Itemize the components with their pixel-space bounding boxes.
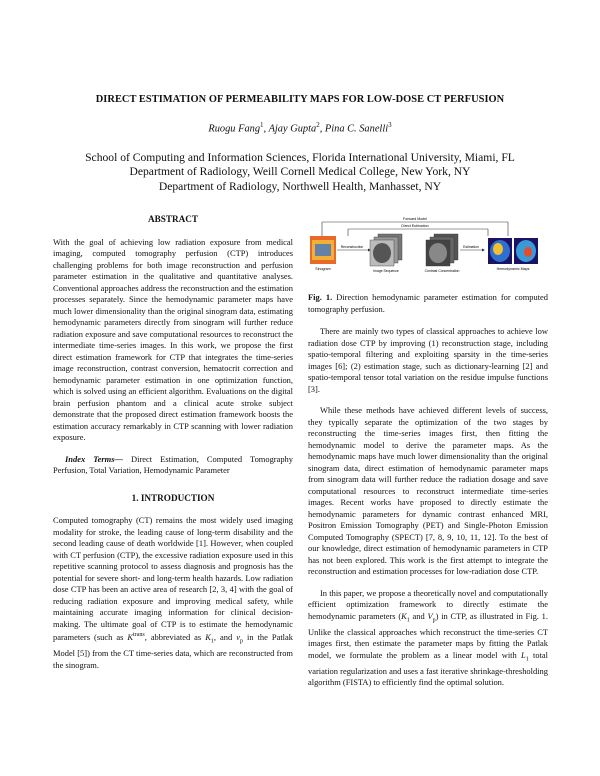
author-affiliation-mark: 2	[316, 121, 320, 129]
right-paragraph-2: While these methods have achieved different levels of success, they typically separate the optimization of the two stages by reconstructing the time-series images first, then fitting the hemodynamic model to derive the parameter maps. As the hemodynamic maps have much lower dimensionality than the original sinogram data, direct estimation of hemodynamic parameter maps from sinogram data will further reduce the radiation dosage and save computational resources to reconstruct intermediate time-series images. Recent works have proposed to directly estimate the hemodynamic parameters for dynamic contrast enhanced MRI, Positron Emission Tomography (PET) and Single-Photon Emission Computed Tomography (SPECT) [7, 8, 9, 10, 11, 12]. To the best of our knowledge, direct estimation of hemodynamic parameters in CTP has not been explored. This work is the first attempt to integrate the reconstruction and estimation processes for low-radiation dose CTP.	[308, 405, 548, 576]
affiliation-line: School of Computing and Information Sciences, Florida International University, Miami, FL	[85, 151, 515, 164]
k1-symbol: $K_1$	[205, 631, 214, 645]
figure-label-hemodynamic-maps: Hemodynamic Maps	[496, 267, 530, 271]
figure-label-sinogram: Sinogram	[315, 267, 331, 271]
affiliation-line: Department of Radiology, Weill Cornell Medical College, New York, NY	[129, 165, 471, 179]
figure-label-forward-model: Forward Model	[403, 217, 427, 221]
index-terms-text: Direct Estimation, Computed Tomography Perfusion, Total Variation, Hemodynamic Parameter	[53, 453, 293, 475]
figure-label-image-sequence: Image Sequence	[373, 269, 399, 273]
left-column	[53, 214, 293, 671]
introduction-heading: 1. INTRODUCTION	[131, 492, 215, 503]
k1-symbol: $K_1$	[401, 610, 410, 624]
figure-label-direct-estimation: Direct Estimation	[401, 224, 429, 228]
figure-caption-label: Fig. 1.	[308, 292, 333, 302]
right-column	[308, 326, 548, 689]
right-paragraph-1: There are mainly two types of classical approaches to achieve low radiation dose CTP by improving (1) reconstruction stage, including spatio-temporal filtering and exploiting sparsity in the time-series images [6]; (2) estimation stage, such as dictionary-learning [2] and spatio-temporal tensor total variation on the residue impulse functions [3].	[308, 326, 548, 394]
figure-caption-text: Direction hemodynamic parameter estimation for computed tomography perfusion.	[308, 292, 548, 314]
figure-label-reconstruction: Reconstruction	[340, 245, 364, 249]
index-terms	[53, 454, 293, 477]
vp-symbol: $v_p$	[236, 631, 243, 645]
author-affiliation-mark: 3	[388, 121, 392, 129]
introduction-paragraph: Computed tomography (CT) remains the most widely used imaging modality for stroke, the leading cause of long-term disability and the second leading cause of death worldwide [1]. However, when coupled with CT perfusion (CTP), the excessive radiation exposure used in this repetitive scanning protocol to assess diagnosis and prognosis has the potential for severe short- and long-term health hazards. Low radiation dose CTP has been an active area of research [2, 3, 4] with the goal of reducing radiation exposure and improving medical safety, while maintaining accurate imaging information for clinical decision-making. The ultimate goal of CTP is to estimate the hemodynamic parameters (such as $K^{trans}$, abbreviated as $K_1$, and $v_p$ in the Patlak Model [5]) from the CT time-series data, which are reconstructed from the sinogram.	[53, 515, 293, 670]
figure-1	[308, 214, 548, 278]
l1-symbol: $L_1$	[521, 649, 529, 663]
figure-diagram	[308, 214, 548, 278]
abstract-text: With the goal of achieving low radiation exposure from medical imaging, computed tomography perfusion (CTP) introduces challenging problems for both image reconstruction and perfusion parameter estimation in the qualitative and quantitative analyses. Conventional approaches address the reconstruction and the estimation processes separately. Since the hemodynamic parameter maps have much lower dimensionality than the original sinogram data, estimating hemodynamic parameters directly from sinogram will further reduce radiation exposure and save computational resources to reconstruct the intermediate time-series images. In this work, we propose the first direct estimation framework for CTP that integrates the time-series image reconstruction, contrast conversion, hematocrit correction and hemodynamic parameter estimation in one optimization function, which is solved using an efficient algorithm. Evaluations on the digital brain perfusion phantom and a clinical acute stroke subject demonstrate that the proposed direct estimation framework boosts the estimation accuracy remarkably in CTP scanning with lower radiation exposure.	[53, 236, 293, 442]
index-terms-label: Index Terms—	[65, 453, 123, 464]
author-affiliation-mark: 1	[260, 121, 264, 129]
author-name: Ajay Gupta	[268, 123, 317, 135]
author-name: Pina C. Sanelli	[324, 123, 389, 135]
vp-symbol: $V_p$	[427, 610, 436, 624]
figure-label-contrast-concentration: Contrast Concentration	[424, 269, 460, 273]
author-name: Ruogu Fang	[208, 123, 261, 135]
right-paragraph-3: In this paper, we propose a theoretically novel and computationally efficient optimization framework to directly estimate the hemodynamic parameters ($K_1$ and $V_p$) in CTP, as illustrated in Fig. 1. Unlike the classical approaches which reconstruct the time-series CT images first, then estimate the parameter maps by fitting the Patlak model, we formulate the problem as a linear model with $L_1$ total variation regularization and uses a fast iterative shrinkage-thresholding algorithm (FISTA) to efficiently find the optimal solution.	[308, 587, 548, 688]
figure-caption	[308, 292, 548, 315]
affiliation-line: Department of Radiology, Northwell Health, Manhasset, NY	[158, 179, 442, 193]
ktrans-symbol: $K^{trans}$	[127, 631, 145, 642]
author-list: Ruogu Fang$^1$, Ajay Gupta$^2$, Pina C. Sanelli$^3$	[208, 121, 392, 135]
affiliations	[0, 151, 600, 194]
abstract-heading: ABSTRACT	[147, 214, 199, 224]
paper-title: DIRECT ESTIMATION OF PERMEABILITY MAPS FOR LOW-DOSE CT PERFUSION	[95, 94, 505, 105]
figure-label-estimation: Estimation	[463, 245, 479, 249]
